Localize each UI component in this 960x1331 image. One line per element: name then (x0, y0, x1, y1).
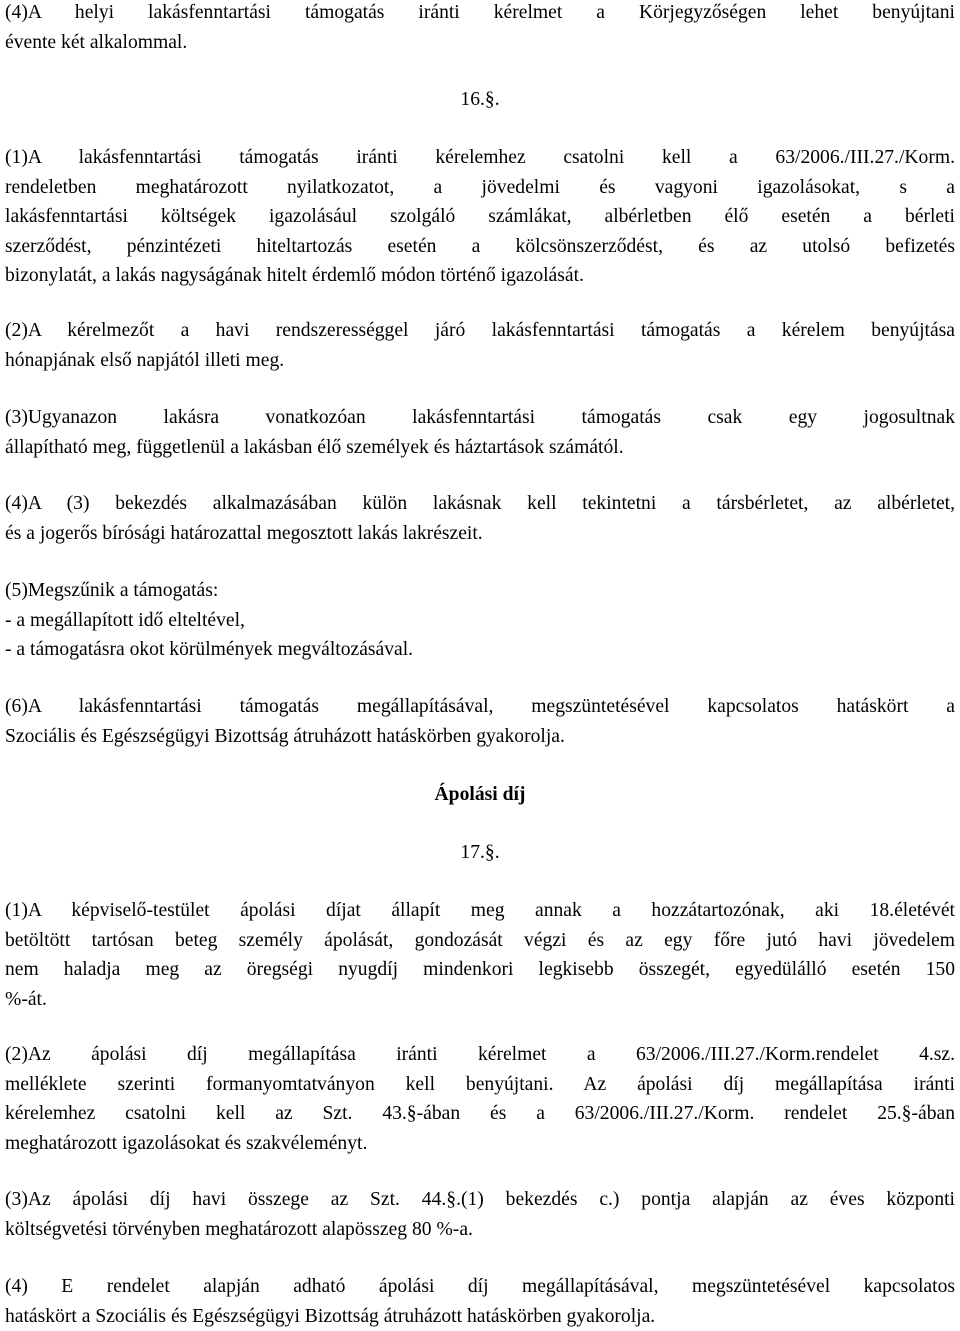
paragraph-16-4 (5, 489, 955, 548)
text-line: rendeletben meghatározott nyilatkozatot, a jövedelmi és vagyoni igazolásokat, s a (5, 176, 955, 198)
paragraph-16-3 (5, 403, 955, 462)
text-line: (3)Az ápolási díj havi összege az Szt. 44.§.(1) bekezdés c.) pontja alapján az éves központi (5, 1189, 955, 1210)
paragraph-17-3 (5, 1185, 955, 1244)
text-line: állapítható meg, függetlenül a lakásban élő személyek és háztartások számától. (5, 436, 624, 458)
list-item: - a megállapított idő elteltével, (5, 609, 245, 631)
section-number-16: 16.§. (460, 89, 500, 110)
paragraph-17-2 (5, 1040, 955, 1158)
text-line: melléklete szerinti formanyomtatványon kell benyújtani. Az ápolási díj megállapítása iránti (5, 1073, 955, 1095)
text-line: hatáskört a Szociális és Egészségügyi Bizottság átruházott hatáskörben gyakorolja. (5, 1305, 656, 1327)
text-line: (4) E rendelet alapján adható ápolási díj megállapításával, megszüntetésével kapcsolatos (5, 1276, 955, 1297)
text-line: (1)A képviselő-testület ápolási díjat állapít meg annak a hozzátartozónak, aki 18.életévét (5, 900, 955, 921)
paragraph-17-1 (5, 896, 955, 1014)
paragraph-16-5 (5, 576, 955, 665)
text-line: (1)A lakásfenntartási támogatás iránti kérelemhez csatolni kell a 63/2006./III.27./Korm. (5, 147, 955, 168)
paragraph-16-6 (5, 692, 955, 751)
text-line: évente két alkalommal. (5, 31, 188, 53)
text-line: lakásfenntartási költségek igazolásául szolgáló számlákat, albérletben élő esetén a bérleti (5, 206, 955, 227)
paragraph-16-1 (5, 143, 955, 291)
text-line: költségvetési törvényben meghatározott alapösszeg 80 %-a. (5, 1218, 473, 1240)
text-line: kérelemhez csatolni kell az Szt. 43.§-ában és a 63/2006./III.27./Korm. rendelet 25.§-ában (5, 1103, 955, 1124)
text-line: (2)Az ápolási díj megállapítása iránti kérelmet a 63/2006./III.27./Korm.rendelet 4.sz. (5, 1044, 955, 1065)
text-line: szerződést, pénzintézeti hiteltartozás esetén a kölcsönszerződést, és az utolsó befizetés (5, 235, 955, 257)
text-line: hónapjának első napjától illeti meg. (5, 349, 285, 371)
list-item: - a támogatásra okot körülmények megváltozásával. (5, 639, 414, 660)
paragraph-15-4 (5, 0, 955, 57)
text-line: nem haladja meg az öregségi nyugdíj mindenkori legkisebb összegét, egyedülálló esetén 150 (5, 959, 955, 980)
text-line: (6)A lakásfenntartási támogatás megállapításával, megszüntetésével kapcsolatos hatáskört a (5, 696, 955, 717)
section-heading: Ápolási díj (434, 784, 526, 805)
text-line: (4)A (3) bekezdés alkalmazásában külön lakásnak kell tekintetni a társbérletet, az albérletet, (5, 493, 955, 514)
text-line: %-át. (5, 988, 47, 1010)
text-line: betöltött tartósan beteg személy ápolását, gondozását végzi és az egy főre jutó havi jövedelem (5, 929, 955, 951)
text-line: és a jogerős bírósági határozattal megosztott lakás lakrészeit. (5, 522, 483, 544)
paragraph-16-2 (5, 316, 955, 375)
text-line: (3)Ugyanazon lakásra vonatkozóan lakásfenntartási támogatás csak egy jogosultnak (5, 407, 955, 428)
text-line: meghatározott igazolásokat és szakvéleményt. (5, 1132, 368, 1154)
text-line: (5)Megszűnik a támogatás: (5, 580, 219, 601)
text-line: (4)A helyi lakásfenntartási támogatás iránti kérelmet a Körjegyzőségen lehet benyújtani (5, 2, 955, 23)
text-line: (2)A kérelmezőt a havi rendszerességgel járó lakásfenntartási támogatás a kérelem benyújtása (5, 320, 955, 341)
section-number-17: 17.§. (460, 842, 500, 863)
text-line: bizonylatát, a lakás nagyságának hitelt érdemlő módon történő igazolását. (5, 265, 584, 286)
text-line: Szociális és Egészségügyi Bizottság átruházott hatáskörben gyakorolja. (5, 725, 565, 747)
paragraph-17-4 (5, 1272, 955, 1331)
